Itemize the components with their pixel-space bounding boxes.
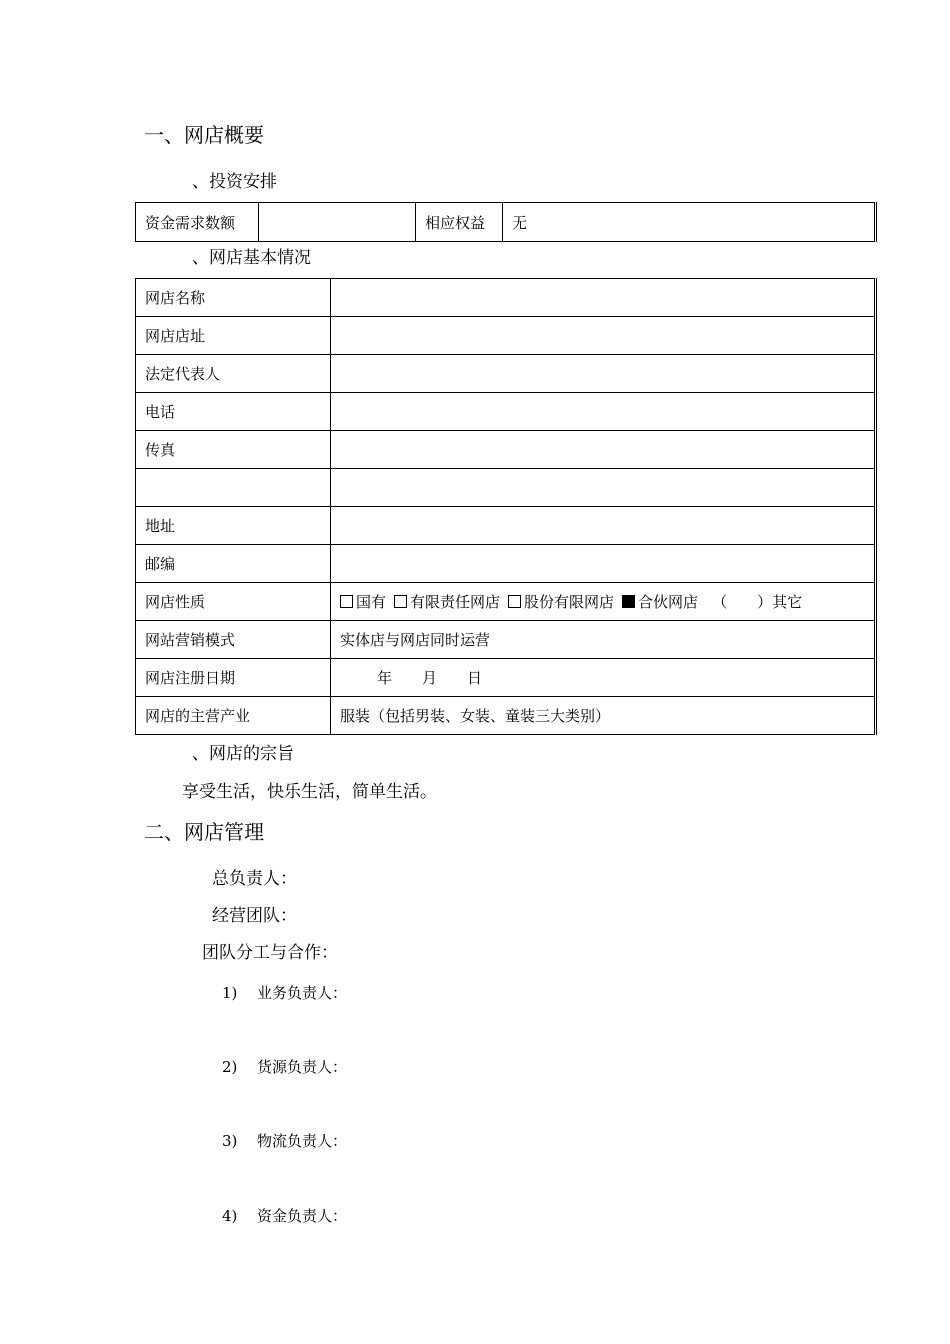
row-label [136, 469, 331, 507]
row-label: 传真 [136, 431, 331, 469]
division-label: 团队分工与合作： [202, 943, 338, 963]
list-item-number: 3) [222, 1132, 238, 1150]
invest-heading: 、投资安排 [192, 172, 277, 192]
team-label: 经营团队： [212, 906, 297, 926]
row-label: 电话 [136, 393, 331, 431]
table-row [136, 355, 876, 393]
list-item [222, 1057, 347, 1077]
list-item [222, 1206, 347, 1226]
table-row [136, 507, 876, 545]
nature-option[interactable] [394, 593, 500, 611]
nature-label: 网店性质 [136, 583, 331, 621]
purpose-text: 享受生活，快乐生活，简单生活。 [182, 782, 437, 802]
marketing-label: 网站营销模式 [136, 621, 331, 659]
industry-value: 服装（包括男装、女装、童装三大类别） [331, 697, 876, 735]
nature-other: （ ）其它 [712, 593, 803, 611]
basic-heading: 、网店基本情况 [192, 248, 311, 268]
table-row [136, 583, 876, 621]
row-value[interactable] [331, 279, 876, 317]
row-label: 网店名称 [136, 279, 331, 317]
list-item [222, 1131, 347, 1151]
table-row [136, 279, 876, 317]
rights-value: 无 [503, 203, 876, 242]
section1-title: 一、网店概要 [144, 123, 264, 147]
checkbox-empty-icon[interactable] [394, 595, 407, 608]
checkbox-checked-icon[interactable] [622, 595, 635, 608]
funds-value [259, 203, 416, 242]
marketing-value: 实体店与网店同时运营 [331, 621, 876, 659]
row-value[interactable] [331, 469, 876, 507]
row-label: 网店店址 [136, 317, 331, 355]
table-row [136, 203, 876, 242]
nature-option-label: 合伙网店 [638, 593, 699, 611]
funds-label: 资金需求数额 [136, 203, 259, 242]
list-item-label: 物流负责人： [257, 1132, 348, 1150]
nature-option[interactable] [508, 593, 614, 611]
section2-title: 二、网店管理 [144, 820, 264, 844]
list-item-number: 1) [222, 984, 238, 1002]
nature-option-label: 有限责任网店 [410, 593, 501, 611]
list-item-label: 资金负责人： [257, 1207, 348, 1225]
manager-label: 总负责人： [212, 869, 297, 889]
row-value[interactable] [331, 355, 876, 393]
table-row [136, 697, 876, 735]
basic-info-table [135, 278, 877, 735]
row-value[interactable] [331, 507, 876, 545]
list-item-label: 业务负责人： [257, 984, 348, 1002]
industry-label: 网店的主营产业 [136, 697, 331, 735]
row-value[interactable] [331, 431, 876, 469]
list-item-number: 4) [222, 1207, 238, 1225]
table-row [136, 393, 876, 431]
row-label: 邮编 [136, 545, 331, 583]
checkbox-empty-icon[interactable] [340, 595, 353, 608]
table-row [136, 545, 876, 583]
row-label: 地址 [136, 507, 331, 545]
row-value[interactable] [331, 393, 876, 431]
date-value: 年 月 日 [331, 659, 876, 697]
list-item-number: 2) [222, 1058, 238, 1076]
table-row [136, 659, 876, 697]
invest-table [135, 202, 877, 242]
list-item [222, 983, 347, 1003]
table-row [136, 469, 876, 507]
checkbox-empty-icon[interactable] [508, 595, 521, 608]
nature-option-label: 股份有限网店 [524, 593, 615, 611]
nature-option-label: 国有 [356, 593, 387, 611]
row-value[interactable] [331, 317, 876, 355]
nature-option[interactable] [622, 593, 698, 611]
nature-option[interactable] [340, 593, 386, 611]
row-value[interactable] [331, 545, 876, 583]
nature-options [331, 583, 876, 621]
table-row [136, 317, 876, 355]
list-item-label: 货源负责人： [257, 1058, 348, 1076]
row-label: 法定代表人 [136, 355, 331, 393]
table-row [136, 621, 876, 659]
table-row [136, 431, 876, 469]
purpose-heading: 、网店的宗旨 [192, 744, 294, 764]
date-label: 网店注册日期 [136, 659, 331, 697]
rights-label: 相应权益 [416, 203, 503, 242]
